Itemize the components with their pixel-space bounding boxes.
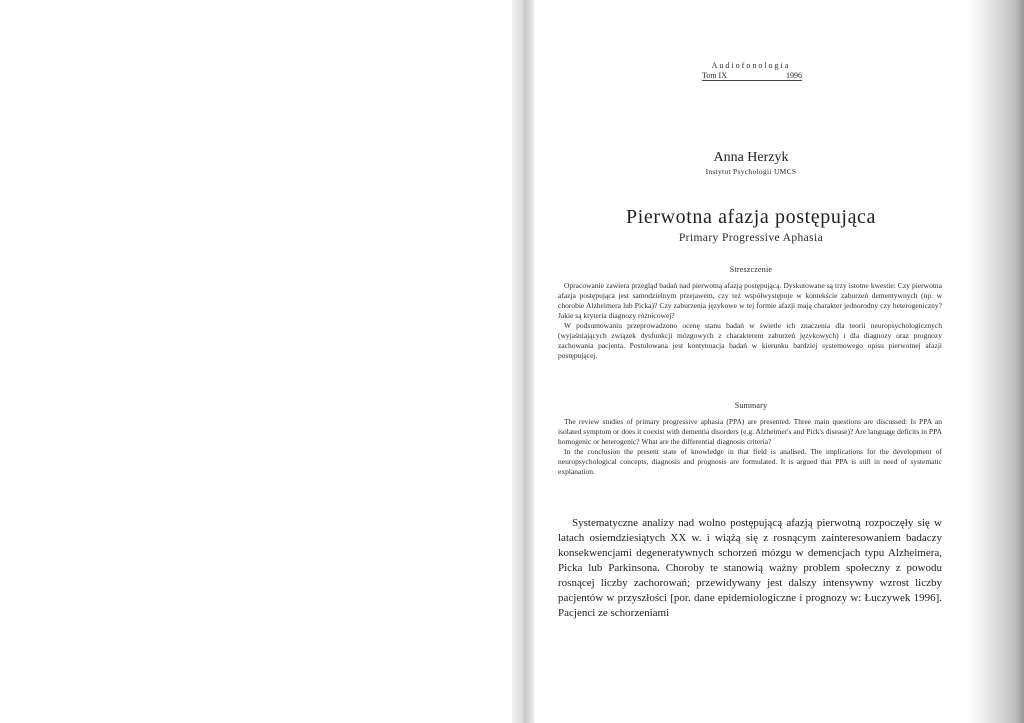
summary-paragraph: In the conclusion the present state of knowledge in that field is analised. The implications for the development of neuropsychological concepts, diagnosis and prognosis are formulated. It is argued that PPA is still in need of systematic explanation. — [558, 447, 942, 476]
summary-heading: Summary — [734, 401, 768, 410]
page-edge-shadow — [968, 0, 1024, 723]
journal-volume-line — [702, 71, 802, 81]
streszczenie-heading: Streszczenie — [729, 265, 773, 274]
article-title: Pierwotna afazja postępująca — [625, 206, 877, 228]
streszczenie-paragraph: Opracowanie zawiera przegląd badań nad pierwotną afazją postępującą. Dyskutowane są trzy istotne kwestie: Czy pierwotna afazja postępująca jest samodzielnym przejawem, czy też współwystępuje w kontekście zaburzeń dementywnych (np. w chorobie Alzheimera lub Picka)? Czy zaburzenia językowe w tej formie afazji mają charakter jednorodny czy heterogeniczny? Jakie są kryteria diagnozy różnicowej? — [558, 281, 942, 320]
streszczenie-paragraph: W podsumowaniu przeprowadzono ocenę stanu badań w świetle ich znaczenia dla teorii neuropsychologicznych (wyjaśniających związek dysfunkcji mózgowych z charakterem zaburzeń językowych) i dla diagnozy oraz prognozy zachowania pacjenta. Postulowana jest kontynuacja badań w kierunku bardziej systemowego opisu pierwotnej afazji postępującej. — [558, 321, 942, 360]
book-gutter — [512, 0, 534, 723]
left-blank-page — [10, 0, 517, 690]
summary-abstract — [558, 417, 942, 477]
streszczenie-abstract — [558, 281, 942, 361]
journal-volume: Tom IX — [702, 71, 727, 80]
author-affiliation: Instytut Psychologii UMCS — [705, 167, 797, 176]
journal-name: Audiofonologia — [711, 61, 791, 70]
author-name: Anna Herzyk — [713, 150, 789, 165]
body-paragraph: Systematyczne analizy nad wolno postępującą afazją pierwotną rozpoczęły się w latach osiemdziesiątych XX w. i wiążą się z rosnącym zainteresowaniem badaczy konsekwencjami degeneratywnych schorzeń mózgu w demencjach typu Alzheimera, Picka lub Parkinsona. Choroby te stanowią ważny problem społeczny z powodu rosnącej liczby zachorowań; przewidywany jest dalszy intensywny wzrost liczby pacjentów w przyszłości [por. dane epidemiologiczne i prognozy w: Łuczywek 1996]. Pacjenci ze schorzeniami — [558, 517, 942, 619]
journal-year: 1996 — [786, 71, 802, 80]
summary-paragraph: The review studies of primary progressive aphasia (PPA) are presented. Three main questions are discussed: Is PPA an isolated symptom or does it coexist with dementia disorders (e.g. Alzheimer's and Pick's disease)? Are language deficits in PPA homogenic or heterogenic? What are the differential diagnosis criteria? — [558, 417, 942, 446]
right-article-page — [534, 0, 968, 723]
article-english-title: Primary Progressive Aphasia — [678, 232, 824, 244]
